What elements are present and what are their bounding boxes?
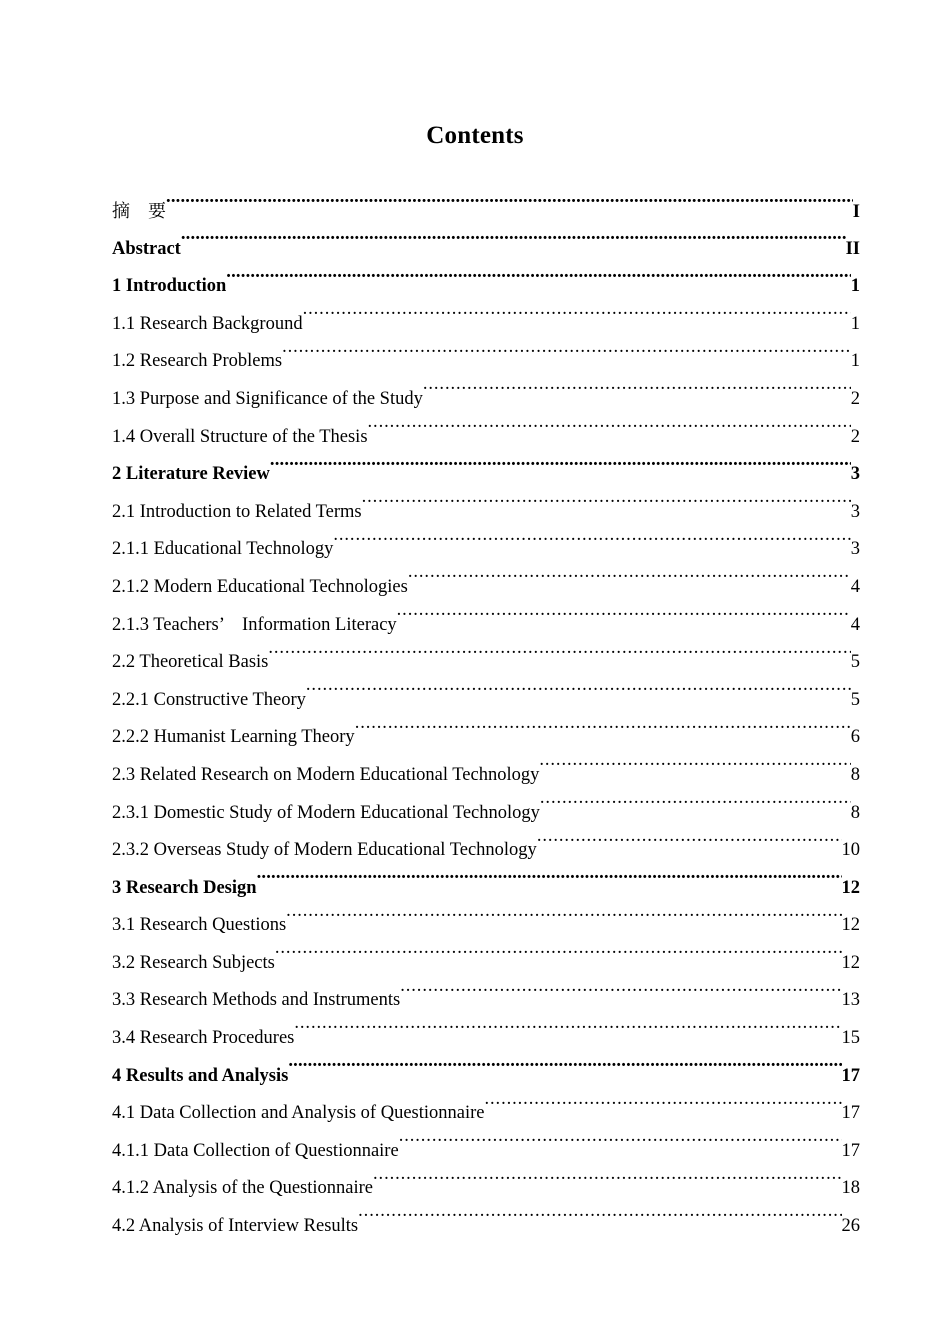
toc-entry-page-number: 3: [850, 501, 860, 522]
toc-entry[interactable]: [112, 982, 860, 1020]
toc-entry[interactable]: [112, 381, 860, 419]
toc-dot-leader: [257, 874, 842, 893]
toc-entry-page-number: 1: [850, 276, 860, 297]
toc-entry-page-number: 1: [850, 351, 860, 372]
toc-entry[interactable]: [112, 343, 860, 381]
toc-dot-leader: [306, 686, 851, 705]
toc-dot-leader: [275, 949, 842, 968]
toc-dot-leader: [400, 987, 841, 1006]
toc-entry[interactable]: [112, 1058, 860, 1096]
toc-entry[interactable]: [112, 569, 860, 607]
toc-entry-page-number: 1: [850, 313, 860, 334]
toc-dot-leader: [166, 199, 853, 218]
toc-entry-label: 2.1.2 Modern Educational Technologies: [112, 576, 408, 597]
toc-entry[interactable]: [112, 1020, 860, 1058]
toc-entry-page-number: 4: [850, 614, 860, 635]
toc-entry-label: 1.3 Purpose and Significance of the Study: [112, 388, 423, 409]
toc-entry[interactable]: [112, 832, 860, 870]
toc-dot-leader: [362, 498, 851, 517]
toc-entry-label: 1.2 Research Problems: [112, 351, 283, 372]
toc-entry-label: 3 Research Design: [112, 877, 257, 898]
toc-dot-leader: [333, 536, 850, 555]
toc-entry-page-number: 2: [850, 388, 860, 409]
toc-entry-label: 3.4 Research Procedures: [112, 1028, 295, 1049]
toc-entry-label: 2.2 Theoretical Basis: [112, 652, 269, 673]
toc-entry-page-number: 6: [850, 727, 860, 748]
toc-entry[interactable]: [112, 644, 860, 682]
toc-entry[interactable]: [112, 795, 860, 833]
toc-entry-label: 2.2.1 Constructive Theory: [112, 689, 306, 710]
toc-entry-page-number: 3: [850, 464, 860, 485]
toc-entry-label: 摘 要: [112, 201, 166, 222]
toc-entry-label: 1.1 Research Background: [112, 313, 303, 334]
toc-dot-leader: [286, 912, 841, 931]
toc-dot-leader: [270, 461, 851, 480]
toc-entry-label: 2 Literature Review: [112, 464, 270, 485]
toc-entry[interactable]: [112, 870, 860, 908]
toc-entry-label: 4 Results and Analysis: [112, 1065, 289, 1086]
toc-entry[interactable]: [112, 1095, 860, 1133]
toc-entry[interactable]: [112, 1170, 860, 1208]
toc-entry-page-number: 18: [841, 1178, 860, 1199]
toc-dot-leader: [397, 611, 851, 630]
toc-dot-leader: [408, 573, 851, 592]
toc-dot-leader: [485, 1100, 842, 1119]
toc-dot-leader: [537, 837, 842, 856]
toc-entry[interactable]: [112, 193, 860, 231]
toc-entry-label: 2.3.1 Domestic Study of Modern Educational Technology: [112, 802, 540, 823]
toc-entry-page-number: 10: [841, 840, 860, 861]
toc-entry-label: 1 Introduction: [112, 276, 227, 297]
toc-entry[interactable]: [112, 1133, 860, 1171]
toc-dot-leader: [539, 761, 850, 780]
toc-dot-leader: [368, 423, 851, 442]
toc-entry-page-number: 13: [841, 990, 860, 1011]
toc-entry-page-number: 17: [841, 1103, 860, 1124]
toc-dot-leader: [294, 1025, 841, 1044]
toc-dot-leader: [303, 310, 851, 329]
toc-entry-page-number: 15: [841, 1028, 860, 1049]
toc-entry-label: 4.1.1 Data Collection of Questionnaire: [112, 1140, 399, 1161]
toc-entry-page-number: 2: [850, 426, 860, 447]
toc-entry-label: 2.1.3 Teachers’ Information Literacy: [112, 614, 397, 635]
toc-entry[interactable]: [112, 719, 860, 757]
toc-entry-page-number: 12: [841, 877, 860, 898]
toc-dot-leader: [355, 724, 851, 743]
toc-entry[interactable]: [112, 531, 860, 569]
toc-entry-label: Abstract: [112, 238, 181, 259]
toc-entry-label: 1.4 Overall Structure of the Thesis: [112, 426, 368, 447]
toc-dot-leader: [181, 235, 846, 254]
toc-dot-leader: [282, 348, 851, 367]
toc-entry[interactable]: [112, 419, 860, 457]
toc-dot-leader: [423, 385, 851, 404]
toc-entry[interactable]: [112, 231, 860, 269]
toc-entry-label: 3.1 Research Questions: [112, 915, 287, 936]
toc-entry-label: 4.1 Data Collection and Analysis of Questionnaire: [112, 1103, 485, 1124]
page-title: Contents: [426, 122, 524, 149]
toc-entry-page-number: II: [845, 238, 860, 259]
toc-entry-page-number: I: [852, 202, 860, 222]
toc-entry-label: 4.1.2 Analysis of the Questionnaire: [112, 1178, 374, 1199]
toc-dot-leader: [540, 799, 851, 818]
toc-dot-leader: [288, 1062, 841, 1081]
toc-entry-page-number: 5: [850, 652, 860, 673]
toc-entry-label: 4.2 Analysis of Interview Results: [112, 1216, 359, 1237]
toc-entry[interactable]: [112, 456, 860, 494]
toc-entry-page-number: 12: [841, 915, 860, 936]
toc-entry-page-number: 17: [841, 1065, 860, 1086]
toc-entry-page-number: 4: [850, 576, 860, 597]
toc-entry-page-number: 3: [850, 539, 860, 560]
toc-dot-leader: [358, 1213, 841, 1232]
table-of-contents: [112, 193, 860, 1246]
toc-entry-label: 2.3.2 Overseas Study of Modern Educational Technology: [112, 840, 537, 861]
toc-entry[interactable]: [112, 607, 860, 645]
toc-entry[interactable]: [112, 494, 860, 532]
toc-entry-label: 2.1 Introduction to Related Terms: [112, 501, 362, 522]
toc-entry-page-number: 12: [841, 952, 860, 973]
toc-dot-leader: [373, 1175, 841, 1194]
toc-entry-label: 2.1.1 Educational Technology: [112, 539, 334, 560]
toc-entry-page-number: 5: [850, 689, 860, 710]
toc-entry[interactable]: [112, 306, 860, 344]
toc-entry[interactable]: [112, 757, 860, 795]
toc-dot-leader: [399, 1137, 842, 1156]
toc-entry[interactable]: [112, 268, 860, 306]
toc-entry-label: 3.3 Research Methods and Instruments: [112, 990, 401, 1011]
toc-entry-page-number: 26: [841, 1216, 860, 1237]
toc-entry-page-number: 8: [850, 764, 860, 785]
toc-entry-label: 2.2.2 Humanist Learning Theory: [112, 727, 355, 748]
toc-entry-page-number: 8: [850, 802, 860, 823]
toc-entry[interactable]: [112, 907, 860, 945]
toc-dot-leader: [226, 273, 850, 292]
toc-entry-label: 3.2 Research Subjects: [112, 952, 275, 973]
toc-entry-label: 2.3 Related Research on Modern Educational Technology: [112, 764, 540, 785]
toc-entry[interactable]: [112, 945, 860, 983]
toc-entry-page-number: 17: [841, 1140, 860, 1161]
toc-entry[interactable]: [112, 1208, 860, 1246]
toc-entry[interactable]: [112, 682, 860, 720]
toc-dot-leader: [268, 649, 850, 668]
